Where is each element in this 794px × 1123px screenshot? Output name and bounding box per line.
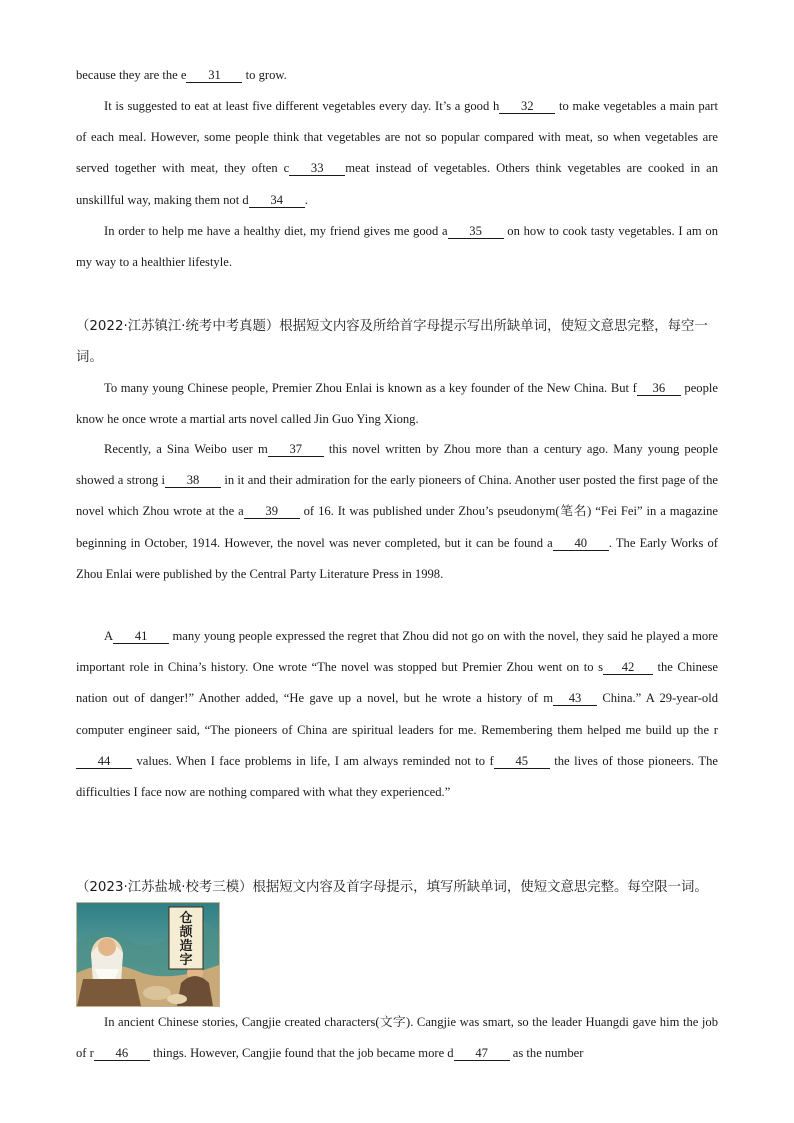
blank-41[interactable]: 41 bbox=[113, 629, 169, 644]
blank-34[interactable]: 34 bbox=[249, 193, 305, 208]
blank-43[interactable]: 43 bbox=[553, 691, 597, 706]
blank-44[interactable]: 44 bbox=[76, 754, 132, 769]
image-title-char-2: 颉 bbox=[179, 925, 193, 940]
passage2-paragraph-2: Recently, a Sina Weibo user m 37 this novel written by Zhou more than a century ago. Many young people showed a strong i 38 in it and their admiration for the early pioneers of China. Another user posted the first page of the novel which Zhou wrote at the a 39 of 16. It was published under Zhou’s pseudonym(笔名) “Fei Fei” in a magazine beginning in October, 1914. However, the novel was never completed, but it can be found a 40 . The Early Works of Zhou Enlai were published by the Central Party Literature Press in 1998. bbox=[76, 442, 719, 581]
image-title-char-3: 造 bbox=[179, 939, 193, 954]
blank-33[interactable]: 33 bbox=[289, 161, 345, 176]
blank-39[interactable]: 39 bbox=[244, 504, 300, 519]
blank-47[interactable]: 47 bbox=[454, 1046, 510, 1061]
passage2-heading: （2022·江苏镇江·统考中考真题）根据短文内容及所给首字母提示写出所缺单词，使短文意思完整，每空一词。 bbox=[76, 319, 708, 366]
blank-36[interactable]: 36 bbox=[637, 381, 681, 396]
passage2-paragraph-3: A 41 many young people expressed the regret that Zhou did not go on with the novel, they said he played a more important role in China’s history. One wrote “The novel was stopped but Premier Zhou went on to s 42 the Chinese nation out of danger!” Another added, “He gave up a novel, but he wrote a history of m 43 China.” A 29-year-old computer engineer said, “The pioneers of China are spiritual leaders for me. Remembering them helped me build up the r44 values. When I face problems in life, I am always reminded not to f 45 the lives of those pioneers. The difficulties I face now are nothing compared with what they experienced.” bbox=[76, 629, 718, 800]
image-title-char-4: 字 bbox=[179, 953, 193, 968]
passage2-paragraph-1: To many young Chinese people, Premier Zhou Enlai is known as a key founder of the New China. But f 36 people know he once wrote a martial arts novel called Jin Guo Ying Xiong. bbox=[76, 381, 718, 427]
cangjie-illustration-art bbox=[77, 903, 219, 1006]
blank-40[interactable]: 40 bbox=[553, 536, 609, 551]
passage1-paragraph-1: because they are the e 31 to grow. bbox=[76, 68, 287, 82]
passage3-heading: （2023·江苏盐城·校考三模）根据短文内容及首字母提示，填写所缺单词，使短文意思完整。每空限一词。 bbox=[76, 880, 708, 895]
blank-45[interactable]: 45 bbox=[494, 754, 550, 769]
blank-32[interactable]: 32 bbox=[499, 99, 555, 114]
cangjie-illustration bbox=[76, 902, 220, 1007]
passage1-paragraph-2: It is suggested to eat at least five different vegetables every day. It’s a good h 32 to make vegetables a main part of each meal. However, some people think that vegetables are not so popular compared with meat, so when vegetables are served together with meat, they often c 33 meat instead of vegetables. Others think vegetables are cooked in an unskillful way, making them not d 34 . bbox=[76, 99, 719, 207]
blank-31[interactable]: 31 bbox=[186, 68, 242, 83]
blank-38[interactable]: 38 bbox=[165, 473, 221, 488]
blank-35[interactable]: 35 bbox=[448, 224, 504, 239]
blank-42[interactable]: 42 bbox=[603, 660, 653, 675]
passage3-paragraph-1: In ancient Chinese stories, Cangjie created characters(文字). Cangjie was smart, so the leader Huangdi gave him the job of r 46 things. However, Cangjie found that the job became more d 47 as the number bbox=[76, 1015, 718, 1061]
passage1-paragraph-3: In order to help me have a healthy diet, my friend gives me good a 35 on how to cook tasty vegetables. I am on my way to a healthier lifestyle. bbox=[76, 224, 718, 270]
blank-46[interactable]: 46 bbox=[94, 1046, 150, 1061]
blank-37[interactable]: 37 bbox=[268, 442, 324, 457]
image-title-char-1: 仓 bbox=[179, 911, 193, 926]
